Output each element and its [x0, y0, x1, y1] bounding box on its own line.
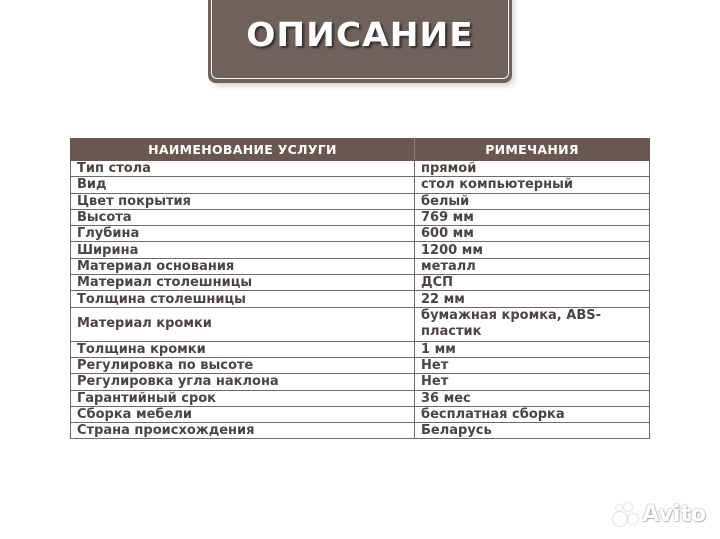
table-header-row	[71, 139, 650, 161]
table-row	[71, 423, 650, 439]
spec-name: Ширина	[71, 242, 415, 258]
spec-value: 769 мм	[415, 209, 650, 225]
table-row	[71, 193, 650, 209]
spec-value: 22 мм	[415, 291, 650, 307]
column-header-notes: РИМЕЧАНИЯ	[415, 139, 650, 161]
spec-value: бумажная кромка, ABS-пластик	[415, 307, 650, 341]
table-row	[71, 307, 650, 341]
spec-value: Беларусь	[415, 423, 650, 439]
spec-value: 36 мес	[415, 390, 650, 406]
spec-name: Гарантийный срок	[71, 390, 415, 406]
spec-value: белый	[415, 193, 650, 209]
spec-value: стол компьютерный	[415, 177, 650, 193]
spec-value: прямой	[415, 161, 650, 177]
spec-name: Сборка мебели	[71, 406, 415, 422]
spec-name: Глубина	[71, 226, 415, 242]
spec-value: Нет	[415, 357, 650, 373]
spec-value: бесплатная сборка	[415, 406, 650, 422]
spec-value: 600 мм	[415, 226, 650, 242]
spec-name: Регулировка угла наклона	[71, 374, 415, 390]
avito-dots-icon	[613, 503, 639, 527]
table-row	[71, 177, 650, 193]
spec-value: Нет	[415, 374, 650, 390]
table-row	[71, 406, 650, 422]
page-title: ОПИСАНИЕ	[246, 15, 474, 54]
table-row	[71, 209, 650, 225]
table-row	[71, 357, 650, 373]
spec-name: Тип стола	[71, 161, 415, 177]
spec-value: металл	[415, 258, 650, 274]
table-row	[71, 275, 650, 291]
spec-name: Материал столешницы	[71, 275, 415, 291]
title-plate	[208, 0, 512, 83]
spec-name: Толщина столешницы	[71, 291, 415, 307]
table-row	[71, 374, 650, 390]
spec-name: Высота	[71, 209, 415, 225]
table-row	[71, 226, 650, 242]
table-row	[71, 258, 650, 274]
spec-value: 1200 мм	[415, 242, 650, 258]
spec-name: Материал кромки	[71, 307, 415, 341]
spec-value: 1 мм	[415, 341, 650, 357]
spec-name: Материал основания	[71, 258, 415, 274]
table-row	[71, 341, 650, 357]
spec-value: ДСП	[415, 275, 650, 291]
column-header-name: НАИМЕНОВАНИЕ УСЛУГИ	[71, 139, 415, 161]
specifications-table	[70, 138, 650, 439]
avito-logo-text: Avito	[642, 502, 706, 527]
table-row	[71, 242, 650, 258]
spec-name: Толщина кромки	[71, 341, 415, 357]
table-row	[71, 161, 650, 177]
spec-name: Вид	[71, 177, 415, 193]
table-row	[71, 390, 650, 406]
table-row	[71, 291, 650, 307]
avito-watermark	[613, 502, 706, 527]
spec-name: Цвет покрытия	[71, 193, 415, 209]
spec-name: Регулировка по высоте	[71, 357, 415, 373]
spec-name: Страна происхождения	[71, 423, 415, 439]
